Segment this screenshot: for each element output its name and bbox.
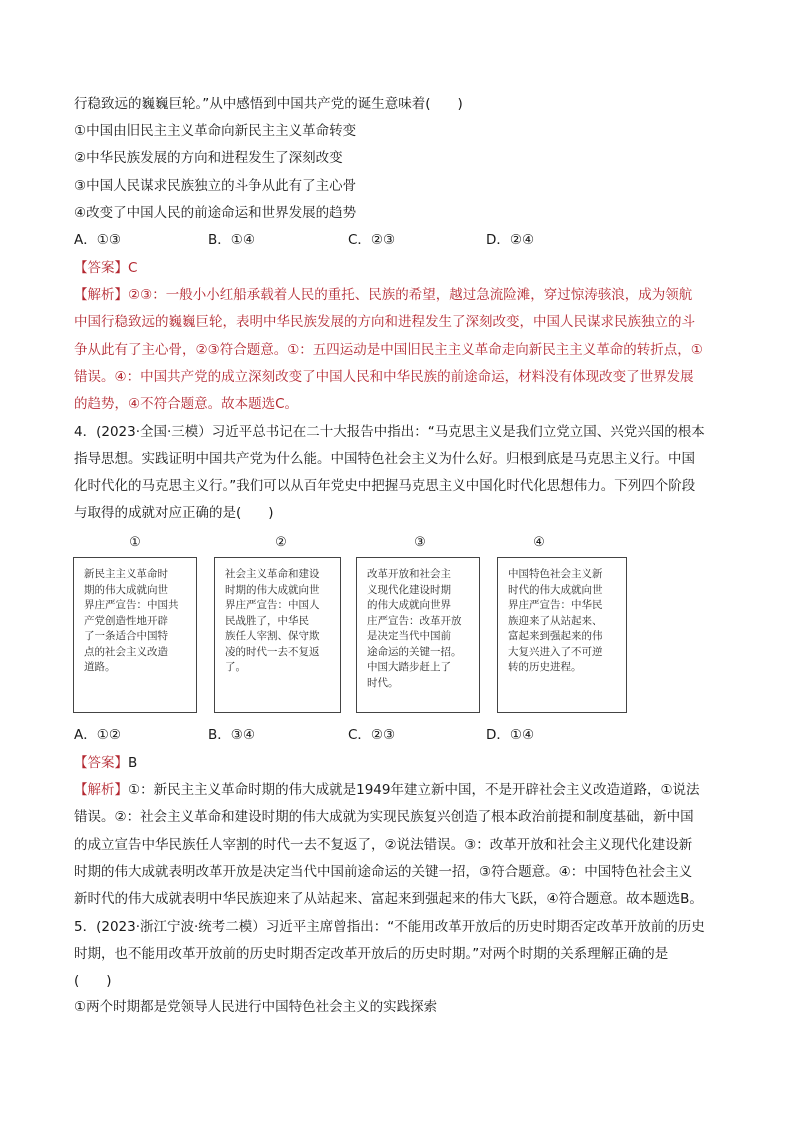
q4-analysis-line-1 <box>74 780 724 800</box>
q4-analysis-line-5: 新时代的伟大成就表明中华民族迎来了从站起来、富起来到强起来的伟大飞跃，④符合题意。故本题选B。 <box>74 891 703 907</box>
q3-analysis-line-1 <box>74 285 724 305</box>
box-number-3: ③ <box>414 535 426 550</box>
q3-option-a: A．①③ <box>74 232 121 248</box>
q5-stem-line-1: 5．(2023·浙江宁波·统考二模）习近平主席曾指出：“不能用改革开放后的历史时期否定改革开放前的历史 <box>74 919 705 935</box>
q4-analysis-line-4: 时期的伟大成就表明改革开放是决定当代中国前途命运的关键一招，③符合题意。④：中国特色社会主义 <box>74 864 693 880</box>
q3-option-d: D．②④ <box>486 232 535 248</box>
q4-stem-line-3: 化时代化的马克思主义行。”我们可以从百年党史中把握马克思主义中国化时代化思想伟力。下列四个阶段 <box>74 478 696 494</box>
achievement-box-4: 中国特色社会主义新 时代的伟大成就向世 界庄严宣告：中华民 族迎来了从站起来、 富起来到强起来的伟 大复兴进入了不可逆 转的历史进程。 <box>497 557 627 713</box>
achievement-box-3: 改革开放和社会主 义现代化建设时期 的伟大成就向世界 庄严宣告：改革开放 是决定当代中国前 途命运的关键一招。 中国大踏步赶上了 时代。 <box>356 557 480 713</box>
q3-item-2: ②中华民族发展的方向和进程发生了深刻改变 <box>74 150 343 166</box>
answer-tag: 【答案】 <box>74 260 128 276</box>
q4-stem-line-1: 4．(2023·全国·三模）习近平总书记在二十大报告中指出：“马克思主义是我们立党立国、兴党兴国的根本 <box>74 424 705 440</box>
q3-analysis-line-3: 争从此有了主心骨，②③符合题意。①：五四运动是中国旧民主主义革命走向新民主主义革命的转折点，① <box>74 342 703 358</box>
analysis-tag: 【解析】 <box>74 782 128 798</box>
q3-item-1: ①中国由旧民主主义革命向新民主主义革命转变 <box>74 123 357 139</box>
analysis-tag: 【解析】 <box>74 287 128 303</box>
box-number-1: ① <box>129 535 141 550</box>
achievement-box-1: 新民主主义革命时 期的伟大成就向世 界庄严宣告：中国共 产党创造性地开辟 了一条适合中国特 点的社会主义改造 道路。 <box>73 557 197 713</box>
q4-option-c: C．②③ <box>348 727 396 743</box>
achievement-box-2: 社会主义革命和建设 时期的伟大成就向世 界庄严宣告：中国人 民战胜了，中华民 族任人宰割、保守欺 凌的时代一去不复返 了。 <box>214 557 341 713</box>
q3-option-c: C．②③ <box>348 232 396 248</box>
q4-stem-line-2: 指导思想。实践证明中国共产党为什么能。中国特色社会主义为什么好。归根到底是马克思主义行。中国 <box>74 451 695 467</box>
q5-item-1: ①两个时期都是党领导人民进行中国特色社会主义的实践探索 <box>74 999 438 1015</box>
box-number-4: ④ <box>533 535 545 550</box>
answer-value: C <box>128 260 138 276</box>
q4-option-b: B．③④ <box>208 727 255 743</box>
q5-stem-line-3: ( ) <box>74 973 112 989</box>
q3-answer-line <box>74 258 724 278</box>
q3-item-3: ③中国人民谋求民族独立的斗争从此有了主心骨 <box>74 178 357 194</box>
q4-answer-line <box>74 753 724 773</box>
q4-analysis-line-2: 错误。②：社会主义革命和建设时期的伟大成就为实现民族复兴创造了根本政治前提和制度基础，新中国 <box>74 809 694 825</box>
q4-analysis-line-3: 的成立宣告中华民族任人宰割的时代一去不复返了，②说法错误。③：改革开放和社会主义现代化建设新 <box>74 837 693 853</box>
q3-item-4: ④改变了中国人民的前途命运和世界发展的趋势 <box>74 205 357 221</box>
box-number-2: ② <box>275 535 287 550</box>
analysis-text: ①：新民主主义革命时期的伟大成就是1949年建立新中国，不是开辟社会主义改造道路，①说法 <box>128 782 700 798</box>
analysis-text: ②③：一般小小红船承载着人民的重托、民族的希望，越过急流险滩，穿过惊涛骇浪，成为领航 <box>128 287 693 303</box>
q3-option-b: B．①④ <box>208 232 255 248</box>
q5-stem-line-2: 时期，也不能用改革开放前的历史时期否定改革开放后的历史时期。”对两个时期的关系理解正确的是 <box>74 946 669 962</box>
q3-analysis-line-2: 中国行稳致远的巍巍巨轮，表明中华民族发展的方向和进程发生了深刻改变，中国人民谋求民族独立的斗 <box>74 314 695 330</box>
q3-stem: 行稳致远的巍巍巨轮。”从中感悟到中国共产党的诞生意味着( ) <box>74 96 463 112</box>
answer-value: B <box>128 755 138 771</box>
q4-stem-line-4: 与取得的成就对应正确的是( ) <box>74 505 274 521</box>
q4-option-d: D．①④ <box>486 727 535 743</box>
q4-option-a: A．①② <box>74 727 121 743</box>
q3-analysis-line-5: 的趋势，④不符合题意。故本题选C。 <box>74 396 299 412</box>
answer-tag: 【答案】 <box>74 755 128 771</box>
q3-analysis-line-4: 错误。④：中国共产党的成立深刻改变了中国人民和中华民族的前途命运，材料没有体现改变了世界发展 <box>74 369 694 385</box>
